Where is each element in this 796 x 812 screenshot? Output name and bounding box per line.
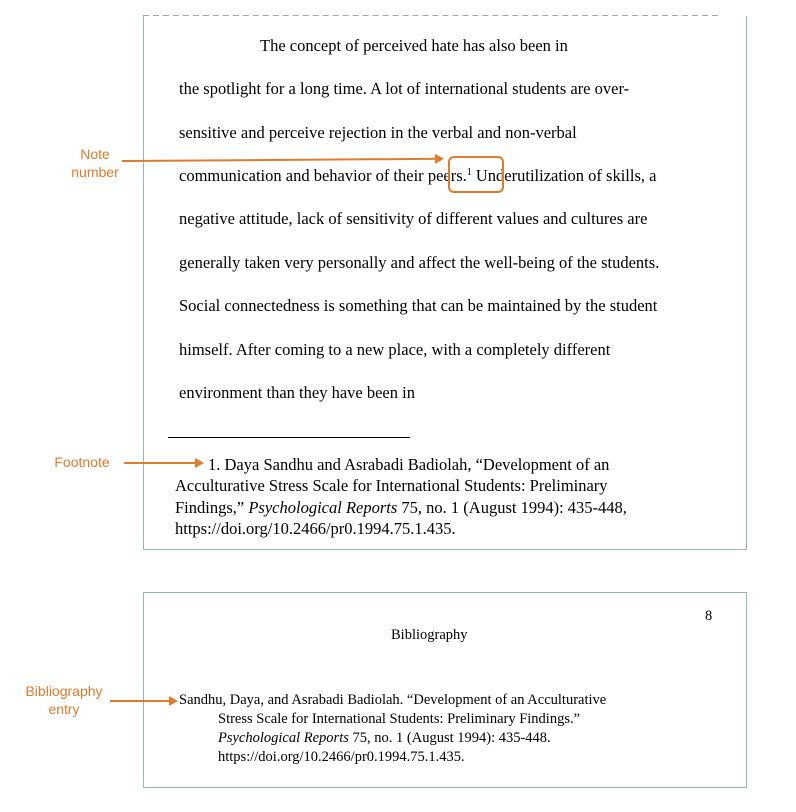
page-number: 8 <box>705 608 713 624</box>
footnote-journal-title: Psychological Reports <box>248 498 398 517</box>
note-number-superscript: 1 <box>466 167 472 178</box>
callout-bibliography-line1: Bibliography <box>25 683 103 699</box>
footnote-line-2: Acculturative Stress Scale for International Students: Preliminary <box>175 476 608 495</box>
body-line-9: environment than they have been in <box>179 383 415 402</box>
bibliography-arrow <box>110 700 176 702</box>
bibliography-title: Bibliography <box>391 627 468 643</box>
body-line-5: negative attitude, lack of sensitivity of different values and cultures are <box>179 209 648 228</box>
footnote-separator-rule <box>168 437 410 438</box>
callout-note-number-line2: number <box>71 164 119 180</box>
footnote-line-3-after: 75, no. 1 (August 1994): 435-448, <box>397 498 627 517</box>
body-line-4-after: Underutilization of skills, a <box>471 166 657 185</box>
bibliography-journal-title: Psychological Reports <box>218 730 349 746</box>
callout-note-number-line1: Note <box>80 146 110 162</box>
callout-note-number <box>58 145 132 181</box>
bibliography-line-1: Sandhu, Daya, and Asrabadi Badiolah. “Development of an Acculturative <box>179 692 607 708</box>
body-line-2: the spotlight for a long time. A lot of international students are over- <box>179 79 630 98</box>
callout-bibliography-entry <box>16 682 112 718</box>
body-line-4-before: communication and behavior of their <box>179 166 428 185</box>
body-line-4 <box>179 166 656 186</box>
bibliography-line-2: Stress Scale for International Students: Preliminary Findings.” <box>218 711 581 727</box>
footnote-line-1: 1. Daya Sandhu and Asrabadi Badiolah, “Development of an <box>208 455 610 474</box>
bibliography-doi: https://doi.org/10.2466/pr0.1994.75.1.435. <box>218 749 465 765</box>
footnote-doi: https://doi.org/10.2466/pr0.1994.75.1.435. <box>175 519 456 538</box>
cited-word: peers. <box>427 166 467 185</box>
body-line-1: The concept of perceived hate has also been in <box>260 36 568 55</box>
note-number-highlight <box>448 156 504 193</box>
bibliography-line-3 <box>218 728 551 748</box>
callout-footnote: Footnote <box>54 454 110 470</box>
footnote-line-3 <box>175 498 627 518</box>
footnote-line-3-before: Findings,” <box>175 498 249 517</box>
body-line-6: generally taken very personally and affect the well-being of the students. <box>179 253 660 272</box>
body-line-7: Social connectedness is something that can be maintained by the student <box>179 296 658 315</box>
bibliography-line-3-after: 75, no. 1 (August 1994): 435-448. <box>348 730 551 746</box>
footnote-arrow <box>124 462 202 464</box>
body-line-3: sensitive and perceive rejection in the verbal and non-verbal <box>179 123 577 142</box>
body-line-8: himself. After coming to a new place, with a completely different <box>179 340 611 359</box>
callout-bibliography-line2: entry <box>48 701 80 717</box>
